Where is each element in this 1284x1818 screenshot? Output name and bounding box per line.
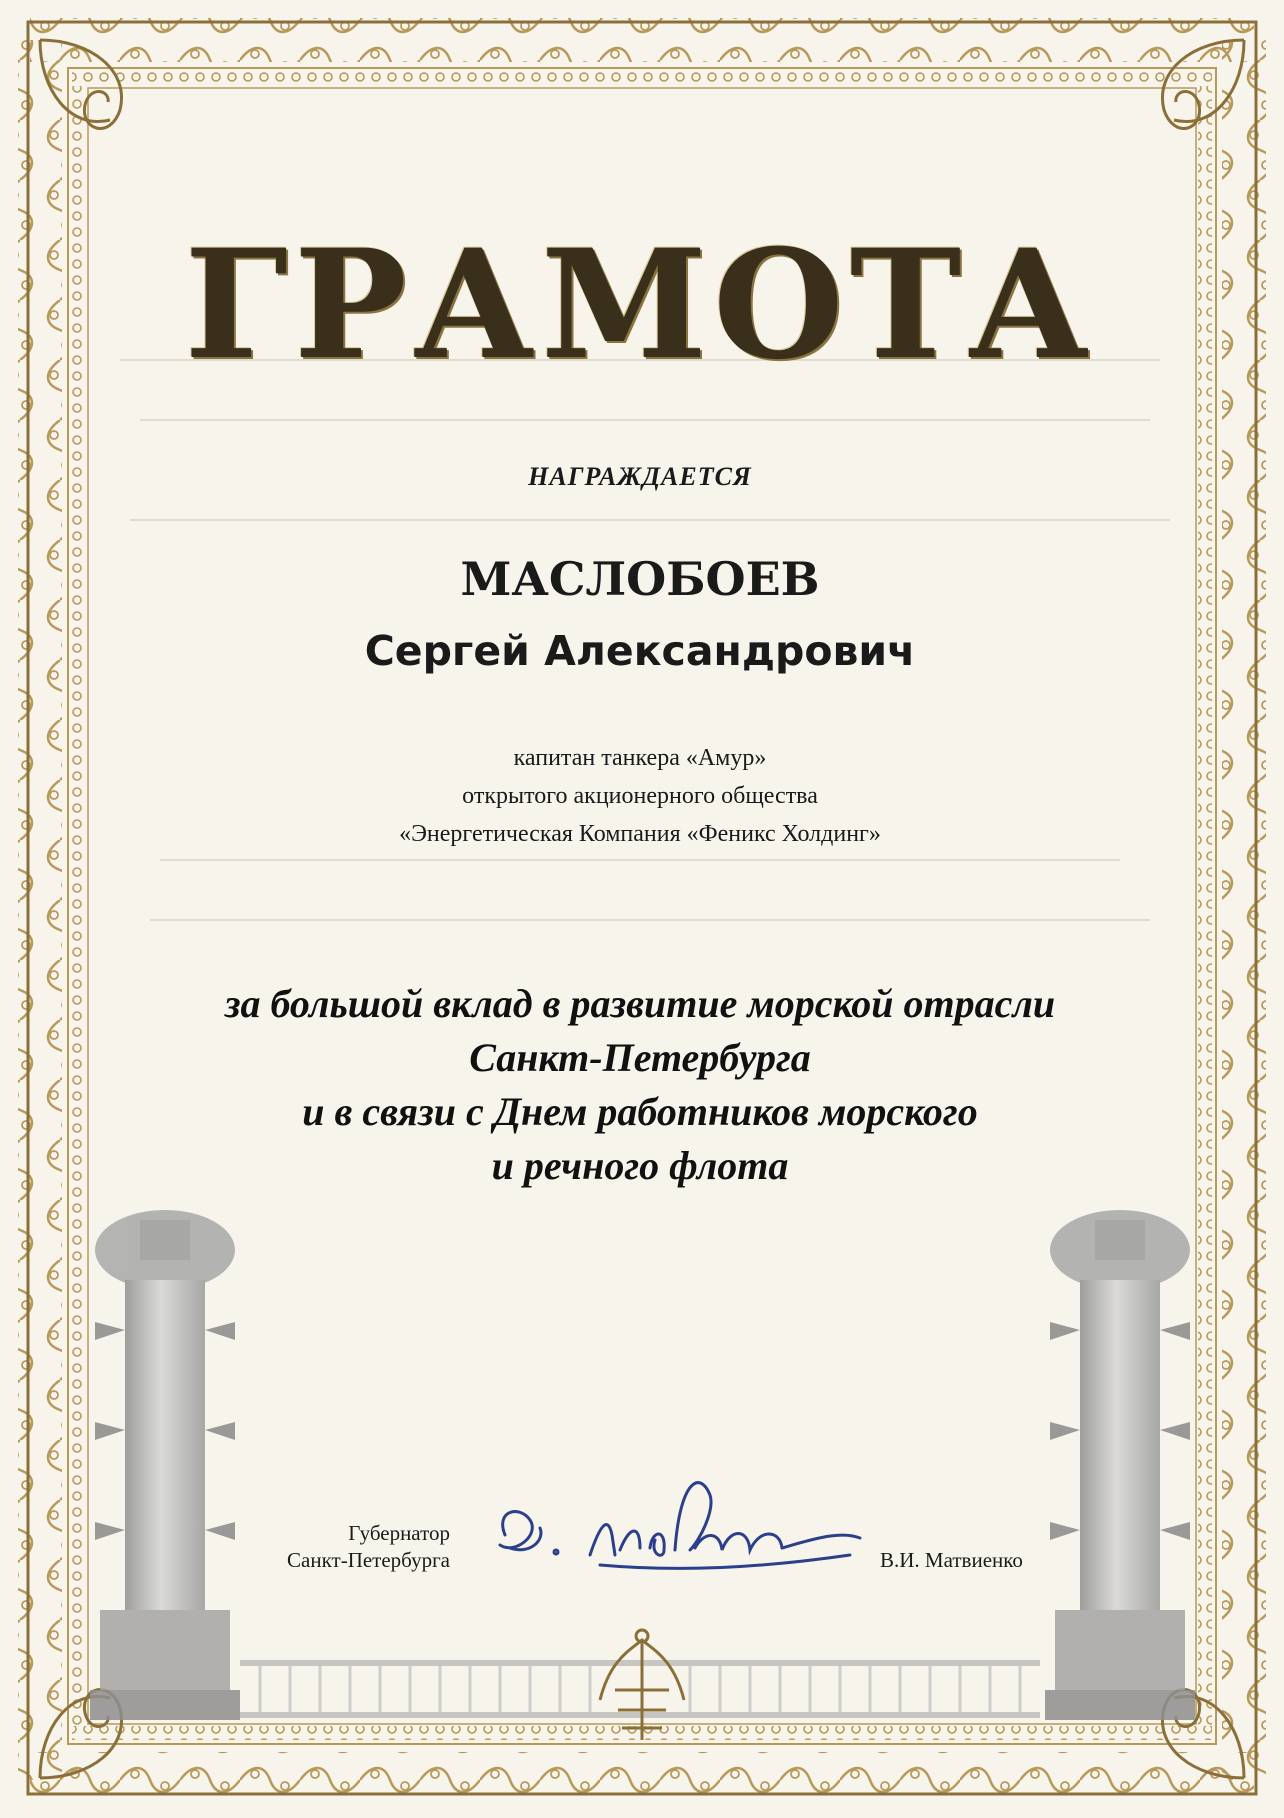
certificate-title: ГРАМОТА: [184, 217, 1096, 393]
position-line: капитан танкера «Амур»: [513, 745, 767, 771]
position-line: «Энергетическая Компания «Феникс Холдинг»: [399, 821, 881, 847]
reason-line: и речного флота: [491, 1143, 789, 1188]
signatory-title: [215, 1520, 450, 1574]
reason-line: за большой вклад в развитие морской отрасли: [224, 981, 1056, 1026]
reason-line: и в связи с Днем работников морского: [302, 1089, 978, 1134]
awarded-label: НАГРАЖДАЕТСЯ: [528, 462, 752, 491]
signatory-name: В.И. Матвиенко: [880, 1548, 1023, 1572]
recipient-given-names: Сергей Александрович: [364, 627, 916, 675]
rostral-column-right: [1045, 1210, 1195, 1720]
signatory-title-line: Губернатор: [348, 1521, 450, 1545]
recipient-surname: МАСЛОБОЕВ: [460, 552, 820, 606]
reason-line: Санкт-Петербурга: [469, 1035, 811, 1080]
position-line: открытого акционерного общества: [462, 783, 818, 809]
rostral-column-left: [90, 1210, 240, 1720]
signatory-title-line: Санкт-Петербурга: [287, 1548, 450, 1572]
signature: [500, 1483, 860, 1569]
